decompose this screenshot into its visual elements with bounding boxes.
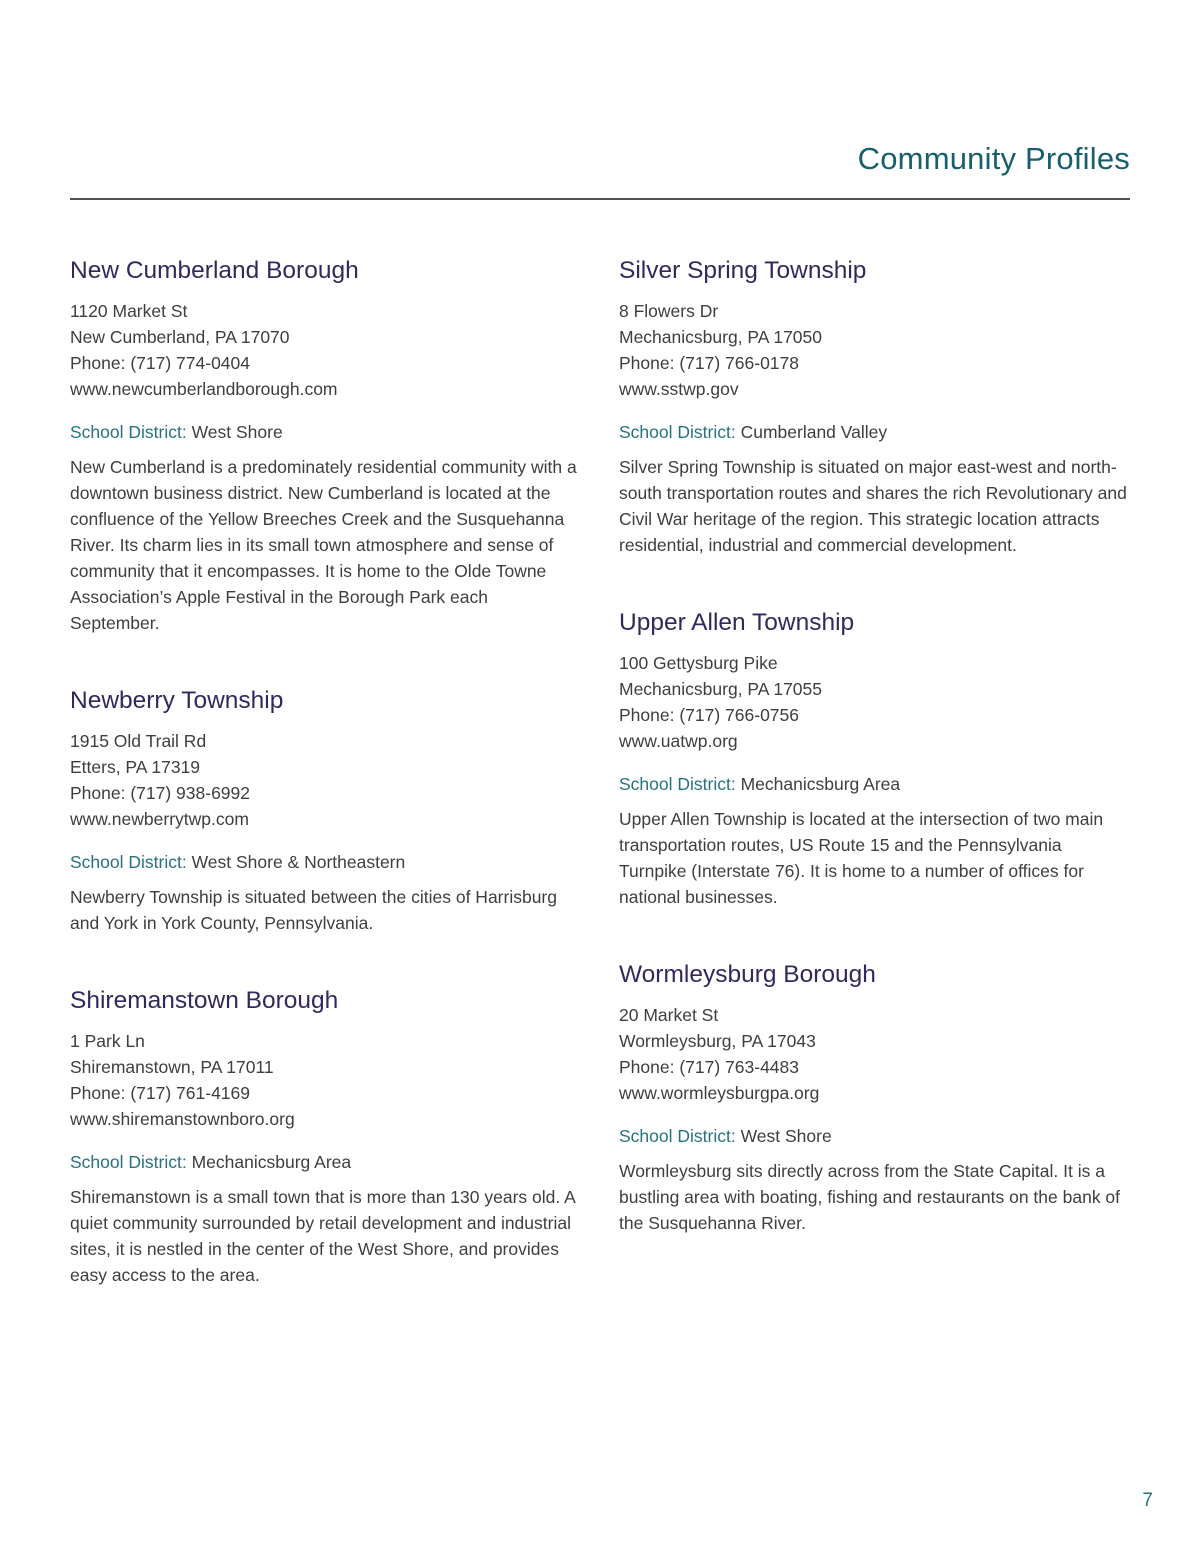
community-description: Shiremanstown is a small town that is more than 130 years old. A quiet community surrounded by retail development and industrial sites, it is nestled in the center of the West Shore, and provides easy access to the area. xyxy=(70,1187,575,1285)
community-name: New Cumberland Borough xyxy=(70,257,359,284)
community-section-silver-spring xyxy=(619,256,1130,558)
city-state-zip: Mechanicsburg, PA 17050 xyxy=(619,327,823,347)
page-title: Community Profiles xyxy=(857,141,1130,176)
left-column xyxy=(70,256,581,1338)
school-district-line xyxy=(70,1149,581,1175)
city-state-zip: Wormleysburg, PA 17043 xyxy=(619,1031,816,1051)
phone-number: Phone: (717) 763-4483 xyxy=(619,1057,799,1077)
address-block xyxy=(70,298,581,402)
school-district-label: School District: xyxy=(70,852,187,872)
phone-number: Phone: (717) 766-0178 xyxy=(619,353,799,373)
website-url: www.wormleysburgpa.org xyxy=(619,1083,820,1103)
street-address: 1120 Market St xyxy=(70,301,188,321)
community-section-upper-allen xyxy=(619,608,1130,910)
street-address: 1 Park Ln xyxy=(70,1031,145,1051)
website-url: www.uatwp.org xyxy=(619,731,738,751)
community-name: Upper Allen Township xyxy=(619,609,855,636)
community-section-shiremanstown xyxy=(70,986,581,1288)
community-name: Shiremanstown Borough xyxy=(70,987,339,1014)
street-address: 20 Market St xyxy=(619,1005,719,1025)
community-section-new-cumberland xyxy=(70,256,581,636)
website-url: www.newberrytwp.com xyxy=(70,809,249,829)
school-district-line xyxy=(70,419,581,445)
phone-number: Phone: (717) 938-6992 xyxy=(70,783,250,803)
school-district-line xyxy=(619,771,1130,797)
website-url: www.newcumberlandborough.com xyxy=(70,379,338,399)
city-state-zip: Etters, PA 17319 xyxy=(70,757,201,777)
phone-number: Phone: (717) 766-0756 xyxy=(619,705,799,725)
address-block xyxy=(619,1002,1130,1106)
community-description: New Cumberland is a predominately residential community with a downtown business district. New Cumberland is located at the confluence of the Yellow Breeches Creek and the Susquehanna River. Its charm lies in its small town atmosphere and sense of community that it encompasses. It is home to the Olde Towne Association’s Apple Festival in the Borough Park each September. xyxy=(70,457,577,633)
school-district-line xyxy=(619,419,1130,445)
street-address: 8 Flowers Dr xyxy=(619,301,719,321)
school-district-value: West Shore xyxy=(740,1126,832,1146)
city-state-zip: Shiremanstown, PA 17011 xyxy=(70,1057,274,1077)
community-name: Wormleysburg Borough xyxy=(619,961,876,988)
title-divider xyxy=(70,198,1130,200)
community-section-wormleysburg xyxy=(619,960,1130,1236)
right-column xyxy=(619,256,1130,1338)
website-url: www.sstwp.gov xyxy=(619,379,739,399)
school-district-label: School District: xyxy=(70,422,187,442)
school-district-value: Mechanicsburg Area xyxy=(740,774,901,794)
community-description: Silver Spring Township is situated on major east-west and north-south transportation routes and shares the rich Revolutionary and Civil War heritage of the region. This strategic location attracts residential, industrial and commercial development. xyxy=(619,457,1127,555)
address-block xyxy=(619,650,1130,754)
community-section-newberry xyxy=(70,686,581,936)
school-district-line xyxy=(70,849,581,875)
address-block xyxy=(70,728,581,832)
school-district-label: School District: xyxy=(619,422,736,442)
community-description: Newberry Township is situated between the cities of Harrisburg and York in York County, Pennsylvania. xyxy=(70,887,557,933)
phone-number: Phone: (717) 761-4169 xyxy=(70,1083,250,1103)
city-state-zip: New Cumberland, PA 17070 xyxy=(70,327,290,347)
community-name: Silver Spring Township xyxy=(619,257,867,284)
street-address: 100 Gettysburg Pike xyxy=(619,653,778,673)
page-number: 7 xyxy=(1142,1490,1153,1511)
community-description: Wormleysburg sits directly across from the State Capital. It is a bustling area with boating, fishing and restaurants on the bank of the Susquehanna River. xyxy=(619,1161,1121,1233)
school-district-value: Cumberland Valley xyxy=(740,422,888,442)
website-url: www.shiremanstownboro.org xyxy=(70,1109,295,1129)
school-district-label: School District: xyxy=(70,1152,187,1172)
school-district-line xyxy=(619,1123,1130,1149)
school-district-value: Mechanicsburg Area xyxy=(191,1152,352,1172)
school-district-value: West Shore & Northeastern xyxy=(191,852,406,872)
address-block xyxy=(619,298,1130,402)
community-description: Upper Allen Township is located at the intersection of two main transportation routes, US Route 15 and the Pennsylvania Turnpike (Interstate 76). It is home to a number of offices for national businesses. xyxy=(619,809,1104,907)
two-column-layout xyxy=(70,256,1130,1338)
community-name: Newberry Township xyxy=(70,687,284,714)
school-district-label: School District: xyxy=(619,1126,736,1146)
street-address: 1915 Old Trail Rd xyxy=(70,731,207,751)
phone-number: Phone: (717) 774-0404 xyxy=(70,353,250,373)
school-district-label: School District: xyxy=(619,774,736,794)
city-state-zip: Mechanicsburg, PA 17055 xyxy=(619,679,823,699)
address-block xyxy=(70,1028,581,1132)
school-district-value: West Shore xyxy=(191,422,283,442)
